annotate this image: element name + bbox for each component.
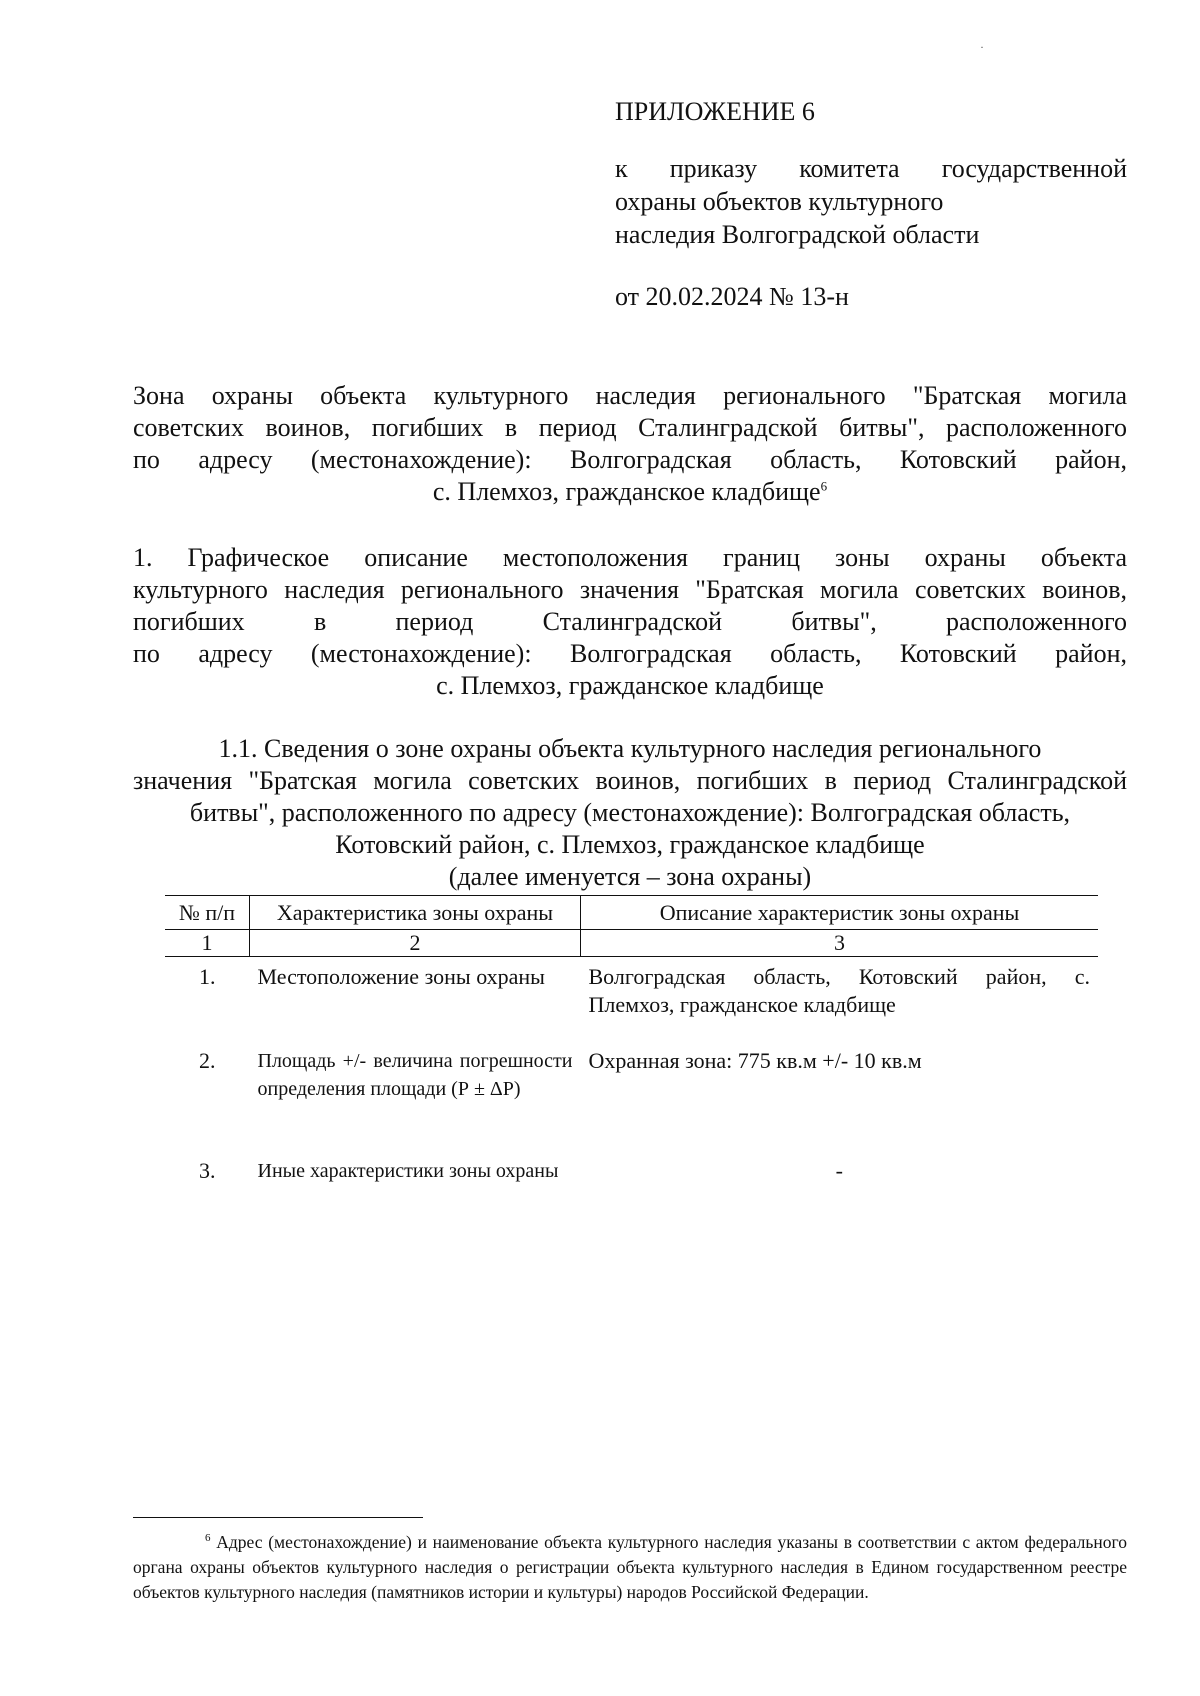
- main-title: [133, 380, 1127, 508]
- main-title-line: по адресу (местонахождение): Волгоградская область, Котовский район,: [133, 445, 1127, 474]
- column-number: 3: [581, 930, 1099, 957]
- main-title-line: [133, 476, 1127, 508]
- section-1-line: по адресу (местонахождение): Волгоградская область, Котовский район,: [133, 639, 1127, 668]
- row-number: 3.: [199, 1158, 216, 1183]
- appendix-ref-line: наследия Волгоградской области: [615, 220, 980, 249]
- table-row: [165, 957, 1098, 1042]
- table-row: [165, 1041, 1098, 1151]
- subsection-line: (далее именуется – зона охраны): [448, 862, 812, 891]
- main-title-line: советских воинов, погибших в период Сталинградской битвы", расположенного: [133, 413, 1127, 442]
- column-header-characteristic: Характеристика зоны охраны: [250, 896, 581, 930]
- appendix-reference: [615, 152, 1127, 251]
- appendix-ref-line: к приказу комитета государственной: [615, 154, 1127, 183]
- section-1-line: погибших в период Сталинградской битвы", расположенного: [133, 607, 1127, 636]
- footnote: [133, 1530, 1127, 1605]
- row-characteristic: Местоположение зоны охраны: [257, 964, 545, 989]
- footnote-text-block: [133, 1530, 1127, 1605]
- table-row: [165, 1151, 1098, 1217]
- scan-mark: ·: [980, 40, 984, 54]
- row-characteristic: Иные характеристики зоны охраны: [257, 1160, 559, 1182]
- footnote-text: Адрес (местонахождение) и наименование объекта культурного наследия указаны в соответствии с актом федерального органа охраны объектов культурного наследия о регистрации объекта культурного наследия в Едином государственном реестре объектов культурного наследия (памятников истории и культуры) народов Российской Федерации.: [133, 1532, 1127, 1602]
- column-header-number: № п/п: [165, 896, 250, 930]
- row-description: Охранная зона: 775 кв.м +/- 10 кв.м: [588, 1048, 922, 1073]
- column-header-description: Описание характеристик зоны охраны: [581, 896, 1099, 930]
- row-description: -: [835, 1158, 843, 1183]
- section-1-heading: [133, 542, 1127, 702]
- appendix-ref-line: охраны объектов культурного: [615, 187, 944, 216]
- subsection-line: битвы", расположенного по адресу (местонахождение): Волгоградская область,: [189, 798, 1071, 827]
- subsection-line: 1.1. Сведения о зоне охраны объекта культурного наследия регионального: [218, 734, 1042, 763]
- footnote-reference[interactable]: 6: [820, 478, 828, 494]
- column-number: 2: [250, 930, 581, 957]
- main-title-line: Зона охраны объекта культурного наследия регионального "Братская могила: [133, 381, 1127, 410]
- appendix-title: ПРИЛОЖЕНИЕ 6: [615, 97, 815, 126]
- row-characteristic: Площадь +/- величина погрешности определения площади (Р ± ΔР): [257, 1050, 573, 1100]
- subsection-line: Котовский район, с. Племхоз, гражданское кладбище: [335, 830, 925, 859]
- appendix-date: от 20.02.2024 № 13-н: [615, 282, 849, 311]
- main-title-last-line-text: с. Племхоз, гражданское кладбище: [432, 477, 821, 506]
- section-1-line: культурного наследия регионального значения "Братская могила советских воинов,: [133, 575, 1127, 604]
- footnote-divider: [133, 1517, 423, 1518]
- table-column-numbers-row: [165, 930, 1098, 957]
- row-description: Волгоградская область, Котовский район, с. Племхоз, гражданское кладбище: [588, 964, 1090, 1017]
- footnote-mark: 6: [205, 1532, 211, 1545]
- section-1-line: с. Племхоз, гражданское кладбище: [436, 671, 824, 700]
- column-number: 1: [165, 930, 250, 957]
- row-number: 2.: [199, 1048, 216, 1073]
- zone-table-container: [165, 895, 1098, 1217]
- zone-characteristics-table: [165, 895, 1098, 1217]
- subsection-1-1-heading: [133, 733, 1127, 893]
- table-header-row: [165, 896, 1098, 930]
- subsection-line: значения "Братская могила советских воинов, погибших в период Сталинградской: [133, 766, 1127, 795]
- row-number: 1.: [199, 964, 216, 989]
- section-1-line: 1. Графическое описание местоположения границ зоны охраны объекта: [133, 543, 1127, 572]
